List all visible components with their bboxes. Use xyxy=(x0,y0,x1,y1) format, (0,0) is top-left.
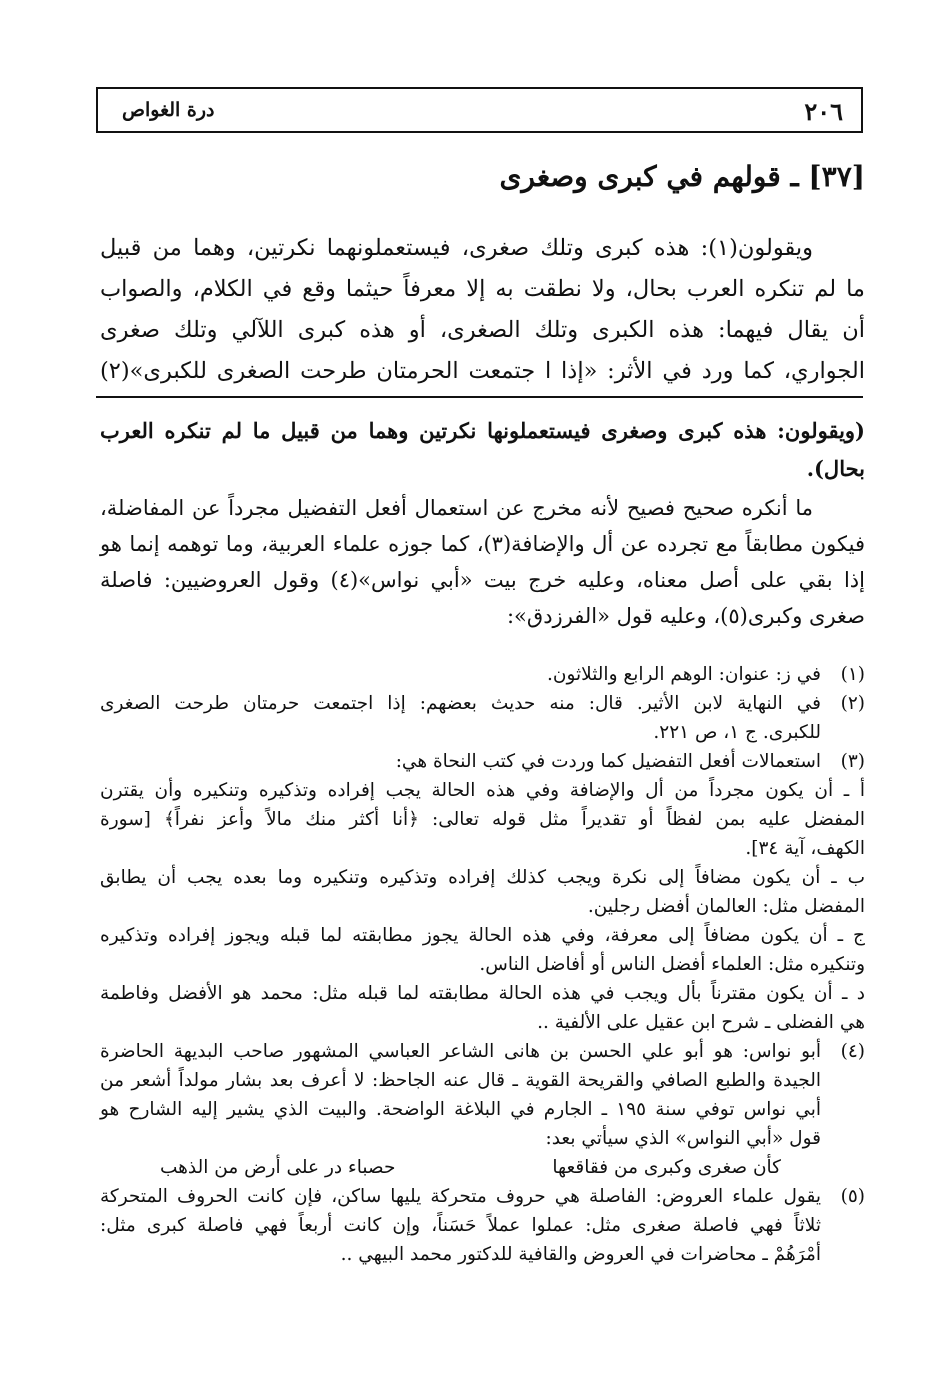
footnote-number: (٥) xyxy=(840,1186,865,1207)
verse-second-hemistich: حصباء در على أرض من الذهب xyxy=(160,1157,396,1178)
footnote-line: استعمالات أفعل التفضيل كما وردت في كتب النحاة هي: xyxy=(395,751,821,772)
footnote-line: في النهاية لابن الأثير. قال: منه حديث بعضهم: إذا اجتمعت حرمتان طرحت الصغرى xyxy=(100,693,821,714)
footnote-line: هي الفضلى ـ شرح ابن عقيل على الألفية .. xyxy=(537,1012,865,1033)
footnote-line: أمْرَهُمْ ـ محاضرات في العروض والقافية للدكتور محمد البيهي .. xyxy=(340,1244,821,1265)
footnote-number: (٣) xyxy=(840,751,865,772)
separator-rule xyxy=(96,396,863,398)
commentary-line: فيكون مطابقاً مع تجرده عن أل والإضافة(٣)، كما جوزه علماء العربية، وما توهمه إنما هو xyxy=(100,532,865,556)
footnote-line: المفضل مثل: العالمان أفضل رجلين. xyxy=(587,896,865,917)
footnote-number: (٢) xyxy=(840,693,865,714)
footnote-line: المفضل عليه بمن لفظاً أو تقديراً مثل قوله تعالى: ﴿أنا أكثر منك مالاً وأعز نفراً﴾ [سورة xyxy=(100,809,865,830)
page-header xyxy=(96,87,863,133)
main-text-line: أن يقال فيهما: هذه الكبرى وتلك الصغرى، أو هذه كبرى اللآلي وتلك صغرى xyxy=(100,317,865,343)
footnote-1 xyxy=(100,660,865,689)
footnote-line: وتنكيره مثل: العلماء أفضل الناس أو أفاضل الناس. xyxy=(479,954,865,975)
main-text-line: ويقولون(١): هذه كبرى وتلك صغرى، فيستعملونهما نكرتين، وهما من قبيل xyxy=(100,235,813,261)
footnote-line: أبي نواس توفي سنة ١٩٥ ـ الجارم في البلاغة الواضحة. والبيت الذي يشير إليه الشارح هو xyxy=(100,1099,821,1120)
footnotes xyxy=(100,660,865,1269)
footnote-2 xyxy=(100,689,865,747)
footnote-line: يقول علماء العروض: الفاصلة هي حروف متحركة يليها ساكن، فإن كانت الحروف المتحركة xyxy=(100,1186,821,1207)
main-text-line: الجواري، كما ورد في الأثر: «إذا ا جتمعت الحرمتان طرحت الصغرى للكبرى»(٢) xyxy=(100,358,865,384)
footnote-number: (٤) xyxy=(840,1041,865,1062)
footnote-5 xyxy=(100,1182,865,1269)
footnote-line: الكهف، آية ٣٤]. xyxy=(745,838,865,859)
footnote-line: أبو نواس: هو أبو علي الحسن بن هانى الشاعر العباسي المشهور صاحب البديهة الحاضرة xyxy=(100,1041,821,1062)
footnote-line: للكبرى. ج ١، ص ٢٢١. xyxy=(653,722,821,743)
commentary-text xyxy=(100,490,865,634)
footnote-line: أ ـ أن يكون مجرداً من أل والإضافة وفي هذه الحالة يجب إفراده وتذكيره وتنكيره وأن يقترن xyxy=(100,780,865,801)
footnote-line: ج ـ أن يكون مضافاً إلى معرفة، وفي هذه الحالة يجوز مطابقته لما قبله ويجوز إفراده وتذكيره xyxy=(100,925,865,946)
footnote-4 xyxy=(100,1037,865,1182)
footnote-line: ب ـ أن يكون مضافاً إلى نكرة ويجب كذلك إفراده وتذكيره وتنكيره وما بعده يجب أن يطابق xyxy=(100,867,865,888)
footnote-number: (١) xyxy=(840,664,865,685)
commentary-line: إذا بقي على أصل معناه، وعليه خرج بيت «أبي نواس»(٤) وقول العروضيين: فاصلة xyxy=(100,568,865,592)
commentary-heading xyxy=(100,412,865,488)
section-heading: [٣٧] ـ قولهم في كبرى وصغرى xyxy=(499,160,865,193)
commentary-line: صغرى وكبرى(٥)، وعليه قول «الفرزدق»: xyxy=(506,604,865,628)
footnote-line: في ز: عنوان: الوهم الرابع والثلاثون. xyxy=(547,664,821,685)
commentary-heading-line: (ويقولون: هذه كبرى وصغرى فيستعملونها نكرتين وهما من قبيل ما لم تنكره العرب xyxy=(100,418,865,443)
footnote-line: د ـ أن يكون مقترناً بأل ويجب في هذه الحالة مطابقته لما قبله مثل: محمد هو الأفضل وفاطمة xyxy=(100,983,865,1004)
footnote-line: ثلاثاً فهي فاصلة صغرى مثل: عملوا عملاً حَسَناً، وإن كانت أربعاً فهي فاصلة كبرى مثل: xyxy=(100,1215,821,1236)
verse-first-hemistich: كأن صغرى وكبرى من فقاقعها xyxy=(552,1157,781,1178)
main-text-line: ما لم تنكره العرب بحال، ولا نطقت به إلا معرفاً حيثما وقع في الكلام، والصواب xyxy=(100,276,865,302)
commentary-heading-line: بحال). xyxy=(806,456,865,481)
footnote-3 xyxy=(100,747,865,1037)
poem-verse xyxy=(100,1153,821,1182)
footnote-line: قول «أبي النواس» الذي سيأتي بعد: xyxy=(545,1128,821,1149)
page-number: ٢٠٦ xyxy=(804,97,843,126)
main-text xyxy=(100,228,865,392)
commentary-line: ما أنكره صحيح فصيح لأنه مخرج عن استعمال أفعل التفضيل مجرداً عن المفاضلة، xyxy=(100,496,813,520)
running-title: درة الغواص xyxy=(122,99,215,121)
footnote-line: الجيدة والطبع الصافي والقريحة القوية ـ قال عنه الجاحظ: لا أعرف بعد بشار مولداً أشعر من xyxy=(100,1070,821,1091)
